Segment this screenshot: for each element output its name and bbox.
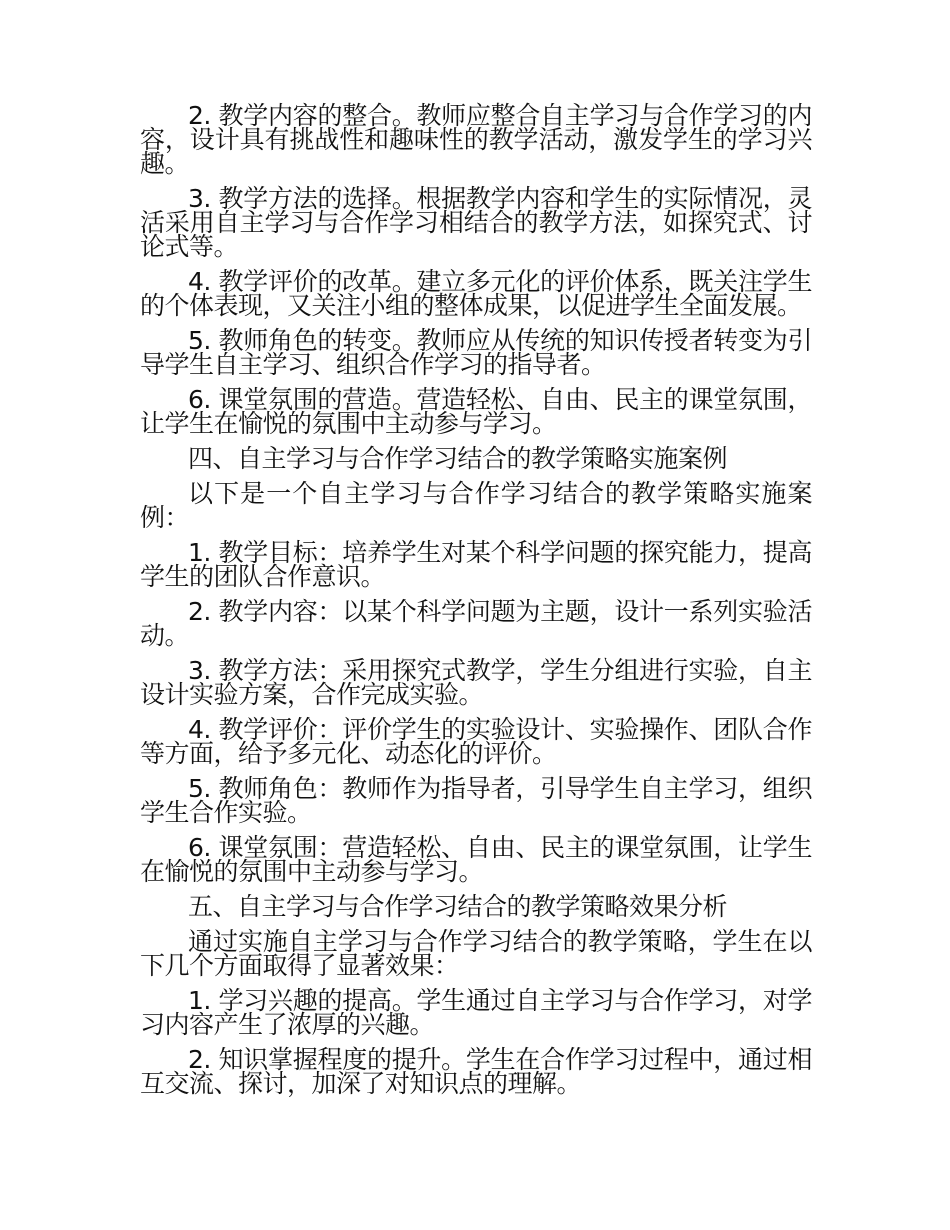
paragraph-content-integration: 2. 教学内容的整合。教师应整合自主学习与合作学习的内容，设计具有挑战性和趣味性的教学活动，激发学生的学习兴趣。	[140, 101, 812, 178]
paragraph-effect-intro: 通过实施自主学习与合作学习结合的教学策略，学生在以下几个方面取得了显著效果：	[140, 927, 812, 980]
paragraph-case-atmosphere: 6. 课堂氛围：营造轻松、自由、民主的课堂氛围，让学生在愉悦的氛围中主动参与学习。	[140, 833, 812, 886]
paragraph-case-method: 3. 教学方法：采用探究式教学，学生分组进行实验，自主设计实验方案，合作完成实验。	[140, 656, 812, 709]
section-heading-case: 四、自主学习与合作学习结合的教学策略实施案例	[188, 444, 728, 473]
paragraph-method-selection: 3. 教学方法的选择。根据教学内容和学生的实际情况，灵活采用自主学习与合作学习相结合的教学方法，如探究式、讨论式等。	[140, 184, 812, 261]
paragraph-case-teacher-role: 5. 教师角色：教师作为指导者，引导学生自主学习，组织学生合作实验。	[140, 774, 812, 827]
paragraph-case-intro: 以下是一个自主学习与合作学习结合的教学策略实施案例：	[140, 479, 812, 532]
paragraph-effect-interest: 1. 学习兴趣的提高。学生通过自主学习与合作学习，对学习内容产生了浓厚的兴趣。	[140, 986, 812, 1039]
paragraph-effect-knowledge: 2. 知识掌握程度的提升。学生在合作学习过程中，通过相互交流、探讨，加深了对知识点的理解。	[140, 1045, 812, 1098]
paragraph-case-evaluation: 4. 教学评价：评价学生的实验设计、实验操作、团队合作等方面，给予多元化、动态化的评价。	[140, 715, 812, 768]
paragraph-classroom-atmosphere: 6. 课堂氛围的营造。营造轻松、自由、民主的课堂氛围，让学生在愉悦的氛围中主动参与学习。	[140, 385, 812, 438]
paragraph-evaluation-reform: 4. 教学评价的改革。建立多元化的评价体系，既关注学生的个体表现，又关注小组的整体成果，以促进学生全面发展。	[140, 267, 812, 320]
paragraph-case-content: 2. 教学内容：以某个科学问题为主题，设计一系列实验活动。	[140, 597, 812, 650]
section-heading-effect: 五、自主学习与合作学习结合的教学策略效果分析	[188, 892, 728, 921]
paragraph-teacher-role: 5. 教师角色的转变。教师应从传统的知识传授者转变为引导学生自主学习、组织合作学习的指导者。	[140, 326, 812, 379]
paragraph-case-goal: 1. 教学目标：培养学生对某个科学问题的探究能力，提高学生的团队合作意识。	[140, 538, 812, 591]
document-body	[140, 101, 812, 1107]
